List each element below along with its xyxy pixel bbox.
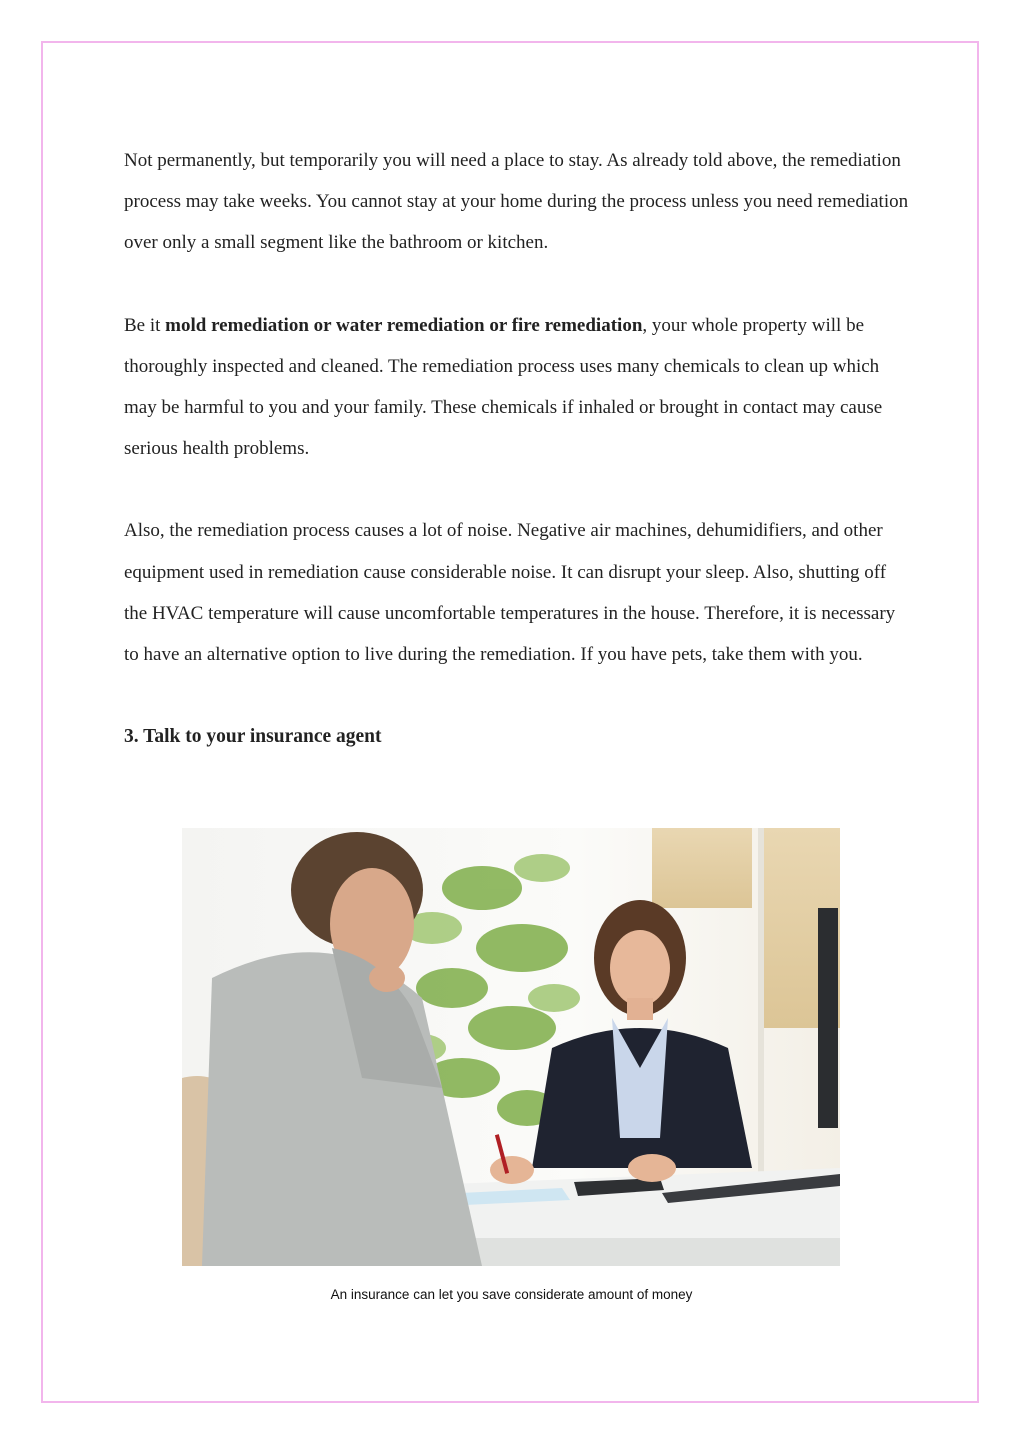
paragraph-2-rest: , your whole property will be thoroughly inspected and cleaned. The remediation process uses many chemicals to clean up which may be harmful to you and your family. These chemicals if inhaled or brought in contact may cause serious health problems. xyxy=(124,314,883,460)
paragraph-2-prefix: Be it xyxy=(124,314,166,336)
paragraph-2-bold: mold remediation or water remediation or fire remediation xyxy=(165,314,643,336)
paragraph-2 xyxy=(124,305,914,470)
paragraph-3: Also, the remediation process causes a lot of noise. Negative air machines, dehumidifiers, and other equipment used in remediation cause considerable noise. It can disrupt your sleep. Also, shutting off the HVAC temperature will cause uncomfortable temperatures in the house. Therefore, it is necessary to have an alternative option to live during the remediation. If you have pets, take them with you. xyxy=(124,520,896,666)
section-heading: 3. Talk to your insurance agent xyxy=(124,726,382,748)
photo-caption: An insurance can let you save considerate amount of money xyxy=(330,1287,693,1302)
paragraph-1: Not permanently, but temporarily you will need a place to stay. As already told above, the remediation process may take weeks. You cannot stay at your home during the process unless you need remediation over only a small segment like the bathroom or kitchen. xyxy=(124,150,909,254)
insurance-meeting-photo xyxy=(182,828,840,1266)
article-body xyxy=(124,140,914,757)
